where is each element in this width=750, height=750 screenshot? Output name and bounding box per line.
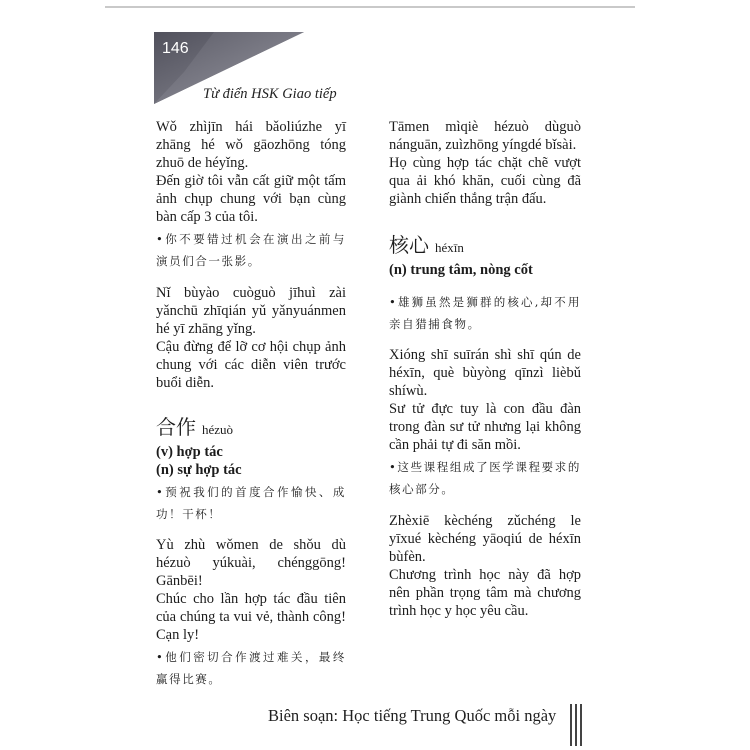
entry-pinyin: hézuò	[202, 421, 234, 437]
pinyin-example: Tāmen mìqiè hézuò dùguò nánguān, zuìzhōng yíngdé bǐsài.	[389, 119, 581, 153]
right-column	[389, 118, 581, 620]
vietnamese-translation: Chúc cho lần hợp tác đầu tiên của chúng ta vui vẻ, thành công! Cạn ly!	[156, 591, 346, 643]
entry-hanzi: 合作	[156, 414, 196, 439]
part-of-speech: (v) hợp tác	[156, 443, 223, 460]
footer-credit: Biên soạn: Học tiếng Trung Quốc mỗi ngày	[268, 706, 557, 725]
vietnamese-translation: Họ cùng hợp tác chặt chẽ vượt qua ải khó khăn, cuối cùng đã giành chiến thắng trận đấu.	[389, 155, 581, 207]
vietnamese-translation: Đến giờ tôi vẫn cất giữ một tấm ảnh chụp chung với bạn cùng bàn cấp 3 của tôi.	[156, 173, 346, 225]
page-number: 146	[162, 40, 189, 57]
chinese-example: •他们密切合作渡过难关，最终赢得比赛。	[156, 650, 346, 686]
part-of-speech: (n) trung tâm, nòng cốt	[389, 262, 533, 278]
entry-pinyin: héxīn	[435, 240, 464, 255]
pinyin-example: Xióng shī suīrán shì shī qún de héxīn, què bùyòng qīnzì lièbǔ shíwù.	[389, 347, 581, 399]
pinyin-example: Zhèxiē kèchéng zǔchéng le yīxué kèchéng yāoqiú de héxīn bùfèn.	[389, 512, 581, 565]
pinyin-example: Nǐ bùyào cuòguò jīhuì zài yǎnchū zhīqián yǔ yǎnyuánmen hé yī zhāng yǐng.	[156, 284, 346, 337]
vietnamese-translation: Sư tử đực tuy là con đầu đàn trong đàn sư tử nhưng lại không cần phải tự đi săn mồi.	[389, 401, 581, 453]
chinese-example: •雄狮虽然是狮群的核心,却不用亲自猎捕食物。	[389, 294, 581, 331]
left-column	[156, 118, 346, 702]
running-title: Từ điển HSK Giao tiếp	[203, 86, 337, 102]
chinese-example: •这些课程组成了医学课程要求的核心部分。	[389, 460, 581, 496]
pinyin-example: Yù zhù wǒmen de shǒu dù hézuò yúkuài, chénggōng! Gānbēi!	[156, 537, 346, 589]
part-of-speech: (n) sự hợp tác	[156, 461, 242, 478]
chinese-example: •预祝我们的首度合作愉快、成功！干杯！	[156, 484, 346, 521]
entry-hanzi: 核心	[389, 233, 429, 257]
top-rule	[105, 6, 635, 8]
entry-headword	[156, 414, 346, 439]
entry-headword	[389, 233, 581, 257]
pinyin-example: Wǒ zhìjīn hái bǎoliúzhe yī zhāng hé wǒ gāozhōng tóng zhuō de héyǐng.	[156, 119, 346, 171]
vietnamese-translation: Chương trình học này đã hợp nên phần trọng tâm mà chương trình học y học yêu cầu.	[389, 566, 581, 619]
vietnamese-translation: Cậu đừng để lỡ cơ hội chụp ảnh chung với các diễn viên trước buổi diễn.	[156, 338, 346, 391]
chinese-example: •你不要错过机会在演出之前与演员们合一张影。	[156, 232, 346, 268]
